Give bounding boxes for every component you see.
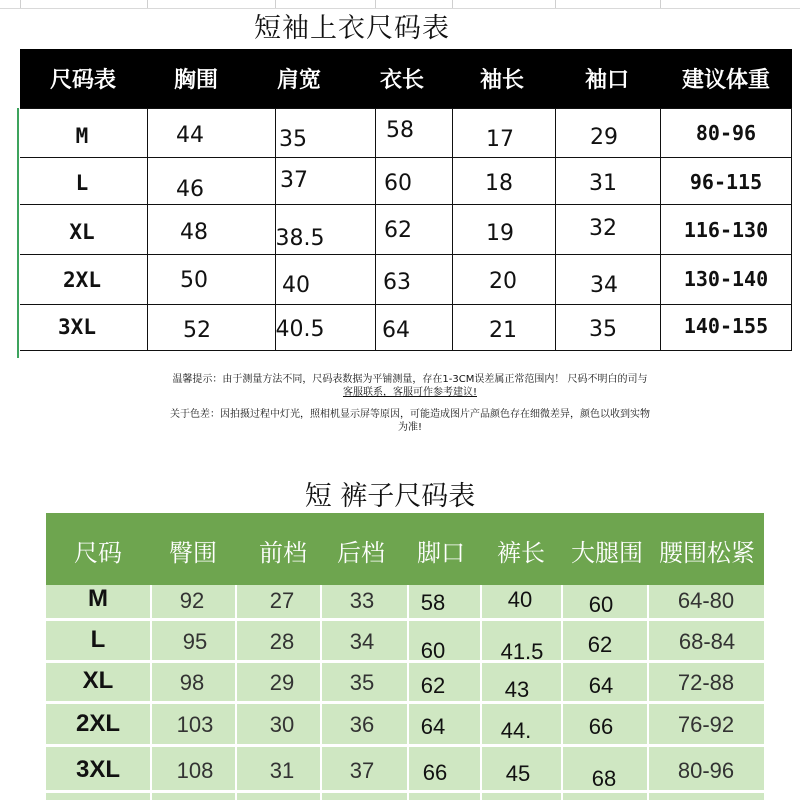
pants-cell-length: 40 xyxy=(507,587,533,612)
pants-cell-thigh: 66 xyxy=(588,714,614,739)
pants-cell-thigh: 62 xyxy=(587,632,613,657)
shirt-cell-shoulder: 38.5 xyxy=(275,226,325,251)
shirt-header-row xyxy=(20,49,792,108)
pants-cell-leg-opening: 64 xyxy=(420,714,446,739)
shirt-header-length: 衣长 xyxy=(379,68,425,93)
shirt-cell-chest: 44 xyxy=(176,123,204,148)
pants-cell-thigh: 64 xyxy=(588,673,614,698)
pants-cell-length: 41.5 xyxy=(500,639,544,664)
pants-cell-hip: 108 xyxy=(176,758,214,783)
color-difference-note xyxy=(100,408,720,434)
pants-cell-front-rise: 30 xyxy=(269,712,295,737)
pants-cell-back-rise: 37 xyxy=(349,758,375,783)
pants-cell-length: 45 xyxy=(505,761,531,786)
pants-cell-front-rise: 29 xyxy=(269,670,295,695)
shirt-cell-cuff: 35 xyxy=(589,317,617,342)
shirt-header-size: 尺码表 xyxy=(49,68,117,93)
pants-cell-waist: 80-96 xyxy=(677,758,735,783)
pants-cell-size-3xl: 3XL xyxy=(75,756,121,783)
shirt-cell-weight: 96-115 xyxy=(689,170,763,194)
shirt-cell-length: 64 xyxy=(382,318,410,343)
pants-chart-title: 短 裤子尺码表 xyxy=(304,481,476,512)
shirt-cell-weight: 130-140 xyxy=(683,267,769,291)
shirt-header-cuff: 袖口 xyxy=(584,68,630,93)
shirt-cell-length: 60 xyxy=(384,171,412,196)
measurement-tip-line1: 温馨提示：由于测量方法不同，尺码表数据为平铺测量，存在1-3CM误差属正常范围内！ 尺码不明白的司与 xyxy=(172,374,648,385)
pants-cell-hip: 103 xyxy=(176,712,214,737)
shirt-chart-title: 短袖上衣尺码表 xyxy=(254,13,450,44)
measurement-tip xyxy=(100,373,720,399)
shirt-cell-cuff: 31 xyxy=(589,171,617,196)
shirt-size-chart xyxy=(0,0,800,360)
measurement-tip-line2: 客服联系，客服可作参考建议! xyxy=(342,387,477,398)
pants-cell-size-xl: XL xyxy=(82,667,114,694)
pants-cell-waist: 76-92 xyxy=(677,712,735,737)
shirt-cell-length: 63 xyxy=(383,270,411,295)
pants-cell-leg-opening: 66 xyxy=(422,760,448,785)
pants-cell-thigh: 60 xyxy=(588,592,614,617)
color-note-line2: 为准! xyxy=(397,422,422,433)
shirt-cell-length: 58 xyxy=(386,118,414,143)
pants-cell-back-rise: 35 xyxy=(349,670,375,695)
shirt-cell-shoulder: 37 xyxy=(280,168,308,193)
shirt-cell-size-2xl: 2XL xyxy=(63,268,101,292)
pants-header-thigh: 大腿围 xyxy=(571,539,643,567)
shirt-cell-cuff: 34 xyxy=(590,273,618,298)
shirt-cell-shoulder: 40.5 xyxy=(275,317,325,342)
pants-cell-length: 44. xyxy=(500,718,532,743)
pants-cell-hip: 98 xyxy=(179,670,205,695)
shirt-cell-cuff: 29 xyxy=(590,125,618,150)
pants-cell-waist: 68-84 xyxy=(678,629,736,654)
shirt-cell-size-xl: XL xyxy=(69,220,95,244)
pants-cell-length: 43 xyxy=(504,677,530,702)
color-note-line1: 关于色差：因拍摄过程中灯光，照相机显示屏等原因，可能造成图片产品颜色存在细微差异，颜色以收到实物 xyxy=(170,409,650,420)
shirt-cell-sleeve: 19 xyxy=(486,221,514,246)
shirt-cell-sleeve: 18 xyxy=(485,171,513,196)
shirt-cell-chest: 46 xyxy=(176,177,204,202)
pants-header-length: 裤长 xyxy=(497,539,545,567)
shirt-header-sleeve: 袖长 xyxy=(479,68,525,93)
pants-cell-leg-opening: 62 xyxy=(420,673,446,698)
pants-cell-back-rise: 33 xyxy=(349,588,375,613)
shirt-cell-chest: 52 xyxy=(183,318,211,343)
pants-cell-front-rise: 31 xyxy=(269,758,295,783)
pants-header-leg-opening: 脚口 xyxy=(417,539,465,567)
pants-header-waist: 腰围松紧 xyxy=(659,539,755,567)
shirt-cell-sleeve: 20 xyxy=(489,269,517,294)
pants-cell-hip: 95 xyxy=(182,629,208,654)
shirt-cell-chest: 48 xyxy=(180,220,208,245)
pants-header-back-rise: 后档 xyxy=(337,539,385,567)
pants-header-row xyxy=(46,513,764,585)
pants-cell-front-rise: 28 xyxy=(269,629,295,654)
shirt-header-shoulder: 肩宽 xyxy=(276,68,322,93)
pants-cell-waist: 72-88 xyxy=(677,670,735,695)
pants-cell-size-m: M xyxy=(88,585,108,612)
shirt-cell-shoulder: 35 xyxy=(279,127,307,152)
shirt-cell-sleeve: 21 xyxy=(489,318,517,343)
pants-cell-size-2xl: 2XL xyxy=(75,710,121,737)
shirt-cell-size-m: M xyxy=(75,124,89,148)
pants-cell-hip: 92 xyxy=(179,588,205,613)
shirt-header-weight: 建议体重 xyxy=(681,68,771,93)
shirt-cell-size-l: L xyxy=(75,171,89,195)
pants-cell-back-rise: 34 xyxy=(349,629,375,654)
pants-cell-thigh: 68 xyxy=(591,766,617,791)
shirt-cell-shoulder: 40 xyxy=(282,273,310,298)
shirt-cell-weight: 140-155 xyxy=(683,314,769,338)
pants-cell-size-l: L xyxy=(90,626,106,653)
shirt-cell-cuff: 32 xyxy=(589,216,617,241)
shirt-cell-size-3xl: 3XL xyxy=(58,315,96,339)
pants-cell-waist: 64-80 xyxy=(677,588,735,613)
shirt-cell-sleeve: 17 xyxy=(486,127,514,152)
shirt-cell-chest: 50 xyxy=(180,268,208,293)
shirt-cell-length: 62 xyxy=(384,218,412,243)
shirt-cell-weight: 116-130 xyxy=(683,218,769,242)
pants-cell-front-rise: 27 xyxy=(269,588,295,613)
pants-cell-leg-opening: 60 xyxy=(420,638,446,663)
shirt-cell-weight: 80-96 xyxy=(695,121,757,145)
pants-cell-back-rise: 36 xyxy=(349,712,375,737)
pants-header-size: 尺码 xyxy=(74,539,122,567)
pants-cell-leg-opening: 58 xyxy=(420,590,446,615)
pants-header-hip: 臀围 xyxy=(169,539,217,567)
shirt-header-chest: 胸围 xyxy=(173,68,219,93)
pants-header-front-rise: 前档 xyxy=(259,539,307,567)
